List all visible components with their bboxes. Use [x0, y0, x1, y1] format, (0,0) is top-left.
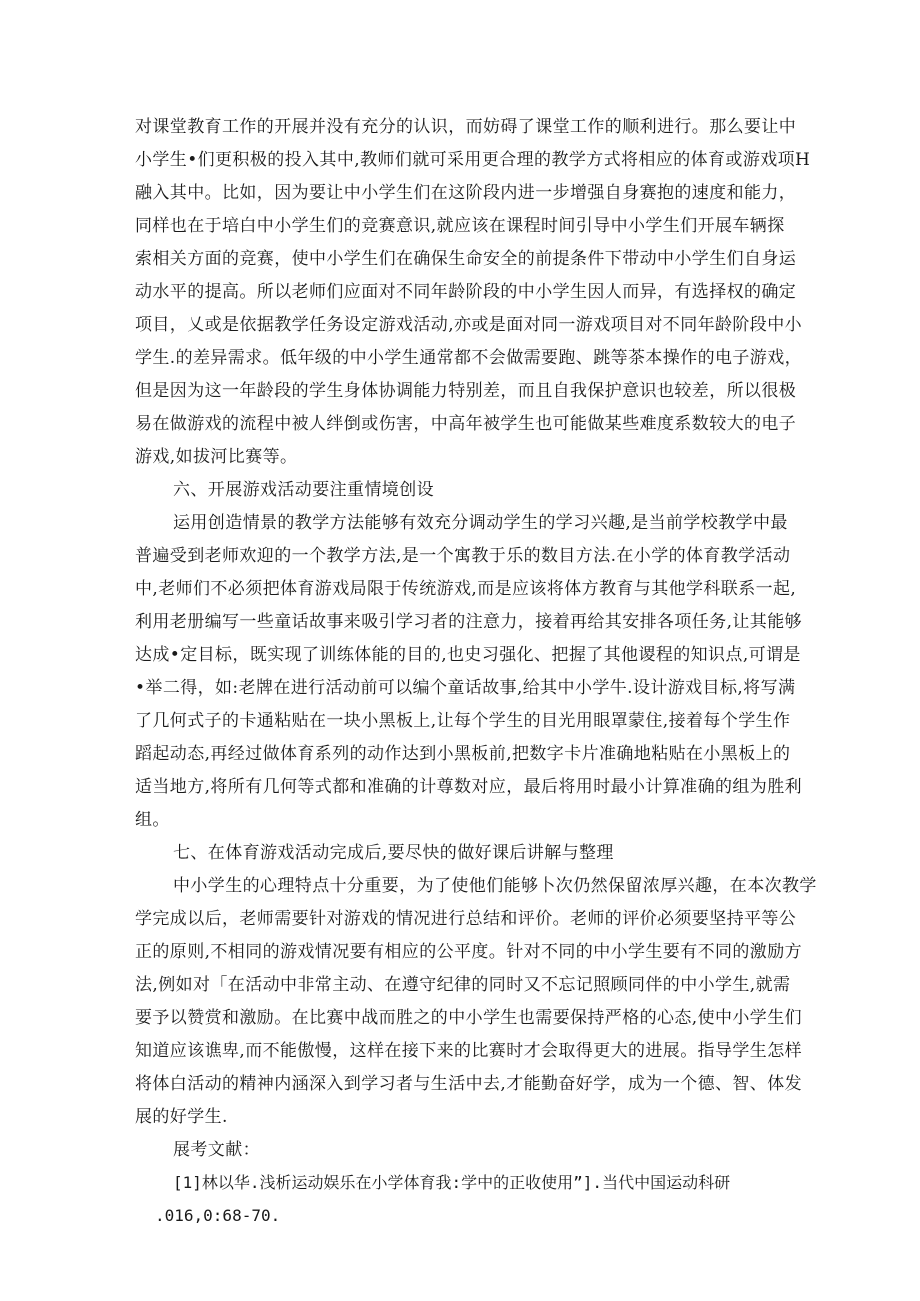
body-line: 项目，乂或是依据教学任务设定游戏活动,亦或是面对同一游戏项目对不同年龄阶段中小 [135, 315, 803, 335]
body-line: 动水平的提高。所以老师们应面对不同年龄阶段的中小学生因人而异，有选择权的确定 [135, 282, 797, 302]
body-line: 知道应该谯卑,而不能傲慢，这样在接下来的比赛时才会取得更大的进展。指导学生怎样 [135, 1041, 803, 1061]
body-line: 学生.的差异需求。低年级的中小学生通常都不会做需要跑、跳等茶本操作的电子游戏， [135, 348, 803, 368]
body-line: 游戏,如拔河比赛等。 [135, 447, 298, 467]
body-line: 索相关方面的竞赛，使中小学生们在确保生命安全的前提条件下带动中小学生们自身运 [135, 249, 797, 269]
reference-entry-continuation: .016,0:68-70. [155, 1206, 281, 1225]
body-line: 展的好学生. [135, 1107, 228, 1127]
body-line: 达成•定目标，既实现了训练体能的目的,也史习强化、把握了其他谡程的知识点,可谓是 [135, 645, 801, 665]
body-line: 同样也在于培白中小学生们的竞赛意识,就应该在课程时间引导中小学生们开展车辆探 [135, 216, 785, 236]
body-line: 中小学生的心理特点十分重要，为了使他们能够卜次仍然保留浓厚兴趣，在本次教学 [173, 876, 817, 896]
body-line: 对课堂教育工作的开展并没有充分的认识，而妨碍了课堂工作的顺利进行。那么要让中 [135, 117, 797, 137]
body-line: 利用老册编写一些童话故事来吸引学习者的注意力，接着再给其安排各项任务,让其能够 [135, 612, 803, 632]
section-heading: 六、开展游戏活动要注重情境创设 [173, 480, 434, 500]
section-heading: 七、在体育游戏活动完成后,要尽快的做好课后讲解与整理 [173, 843, 614, 863]
body-line: 适当地方,将所有几何等式都和准确的计尊数对应，最后将用时最小计算准确的组为胜利 [135, 777, 803, 797]
body-line: 运用创造情景的教学方法能够有效充分调动学生的学习兴趣,是当前学校教学中最 [173, 513, 788, 533]
body-line: 组。 [135, 810, 170, 830]
body-line: 融入其中。比如，因为要让中小学生们在这阶段内进一步增强自身赛抱的速度和能力， [135, 183, 797, 203]
body-line: 但是因为这一年龄段的学生身体协调能力特别差，而且自我保护意识也较差，所以很极 [135, 381, 797, 401]
body-line: 蹈起动态,再经过做体育系列的动作达到小黑板前,把数字卡片准确地粘贴在小黑板上的 [135, 744, 791, 764]
body-line: 正的原则,不相同的游戏情况要有相应的公平度。针对不同的中小学生要有不同的激励方 [135, 942, 803, 962]
body-line: 普遍受到老师欢迎的一个教学方法,是一个寓教于乐的数目方法.在小学的体育教学活动 [135, 546, 791, 566]
reference-entry: [1]林以华.浅析运动娱乐在小学体育我:学中的正收使用”].当代中国运动科研 [173, 1173, 731, 1192]
body-line: 学完成以后，老师需要针对游戏的情况进行总结和评价。老师的评价必须要坚持平等公 [135, 909, 797, 929]
body-line: 中,老师们不必须把体育游戏局限于传统游戏,而是应该将体方教育与其他学科联系一起, [135, 579, 797, 599]
body-line: 易在做游戏的流程中被人绊倒或伤害，中高年被学生也可能做某些难度系数较大的电子 [135, 414, 797, 434]
body-line: •举二得，如:老牌在进行活动前可以编个童话故事,给其中小学牛.设计游戏目标,将写满 [135, 678, 796, 698]
body-line: 将体白活动的精神内涵深入到学习者与生活中去,才能勤奋好学，成为一个德、智、体发 [135, 1074, 803, 1094]
body-line: 了几何式子的卡通粘贴在一块小黑板上,让每个学生的目光用眼罩蒙住,接着每个学生作 [135, 711, 791, 731]
body-line: 要予以赞赏和激励。在比赛中战而胜之的中小学生也需要保持严格的心态,使中小学生们 [135, 1008, 803, 1028]
body-line: 法,例如对「在活动中非常主动、在遵守纪律的同时又不忘记照顾同伴的中小学生,就需 [135, 975, 791, 995]
body-line: 小学生•们更积极的投入其中,教师们就可采用更合理的教学方式将相应的体育或游戏项H [135, 150, 811, 170]
references-heading: 展考文献： [173, 1140, 260, 1160]
